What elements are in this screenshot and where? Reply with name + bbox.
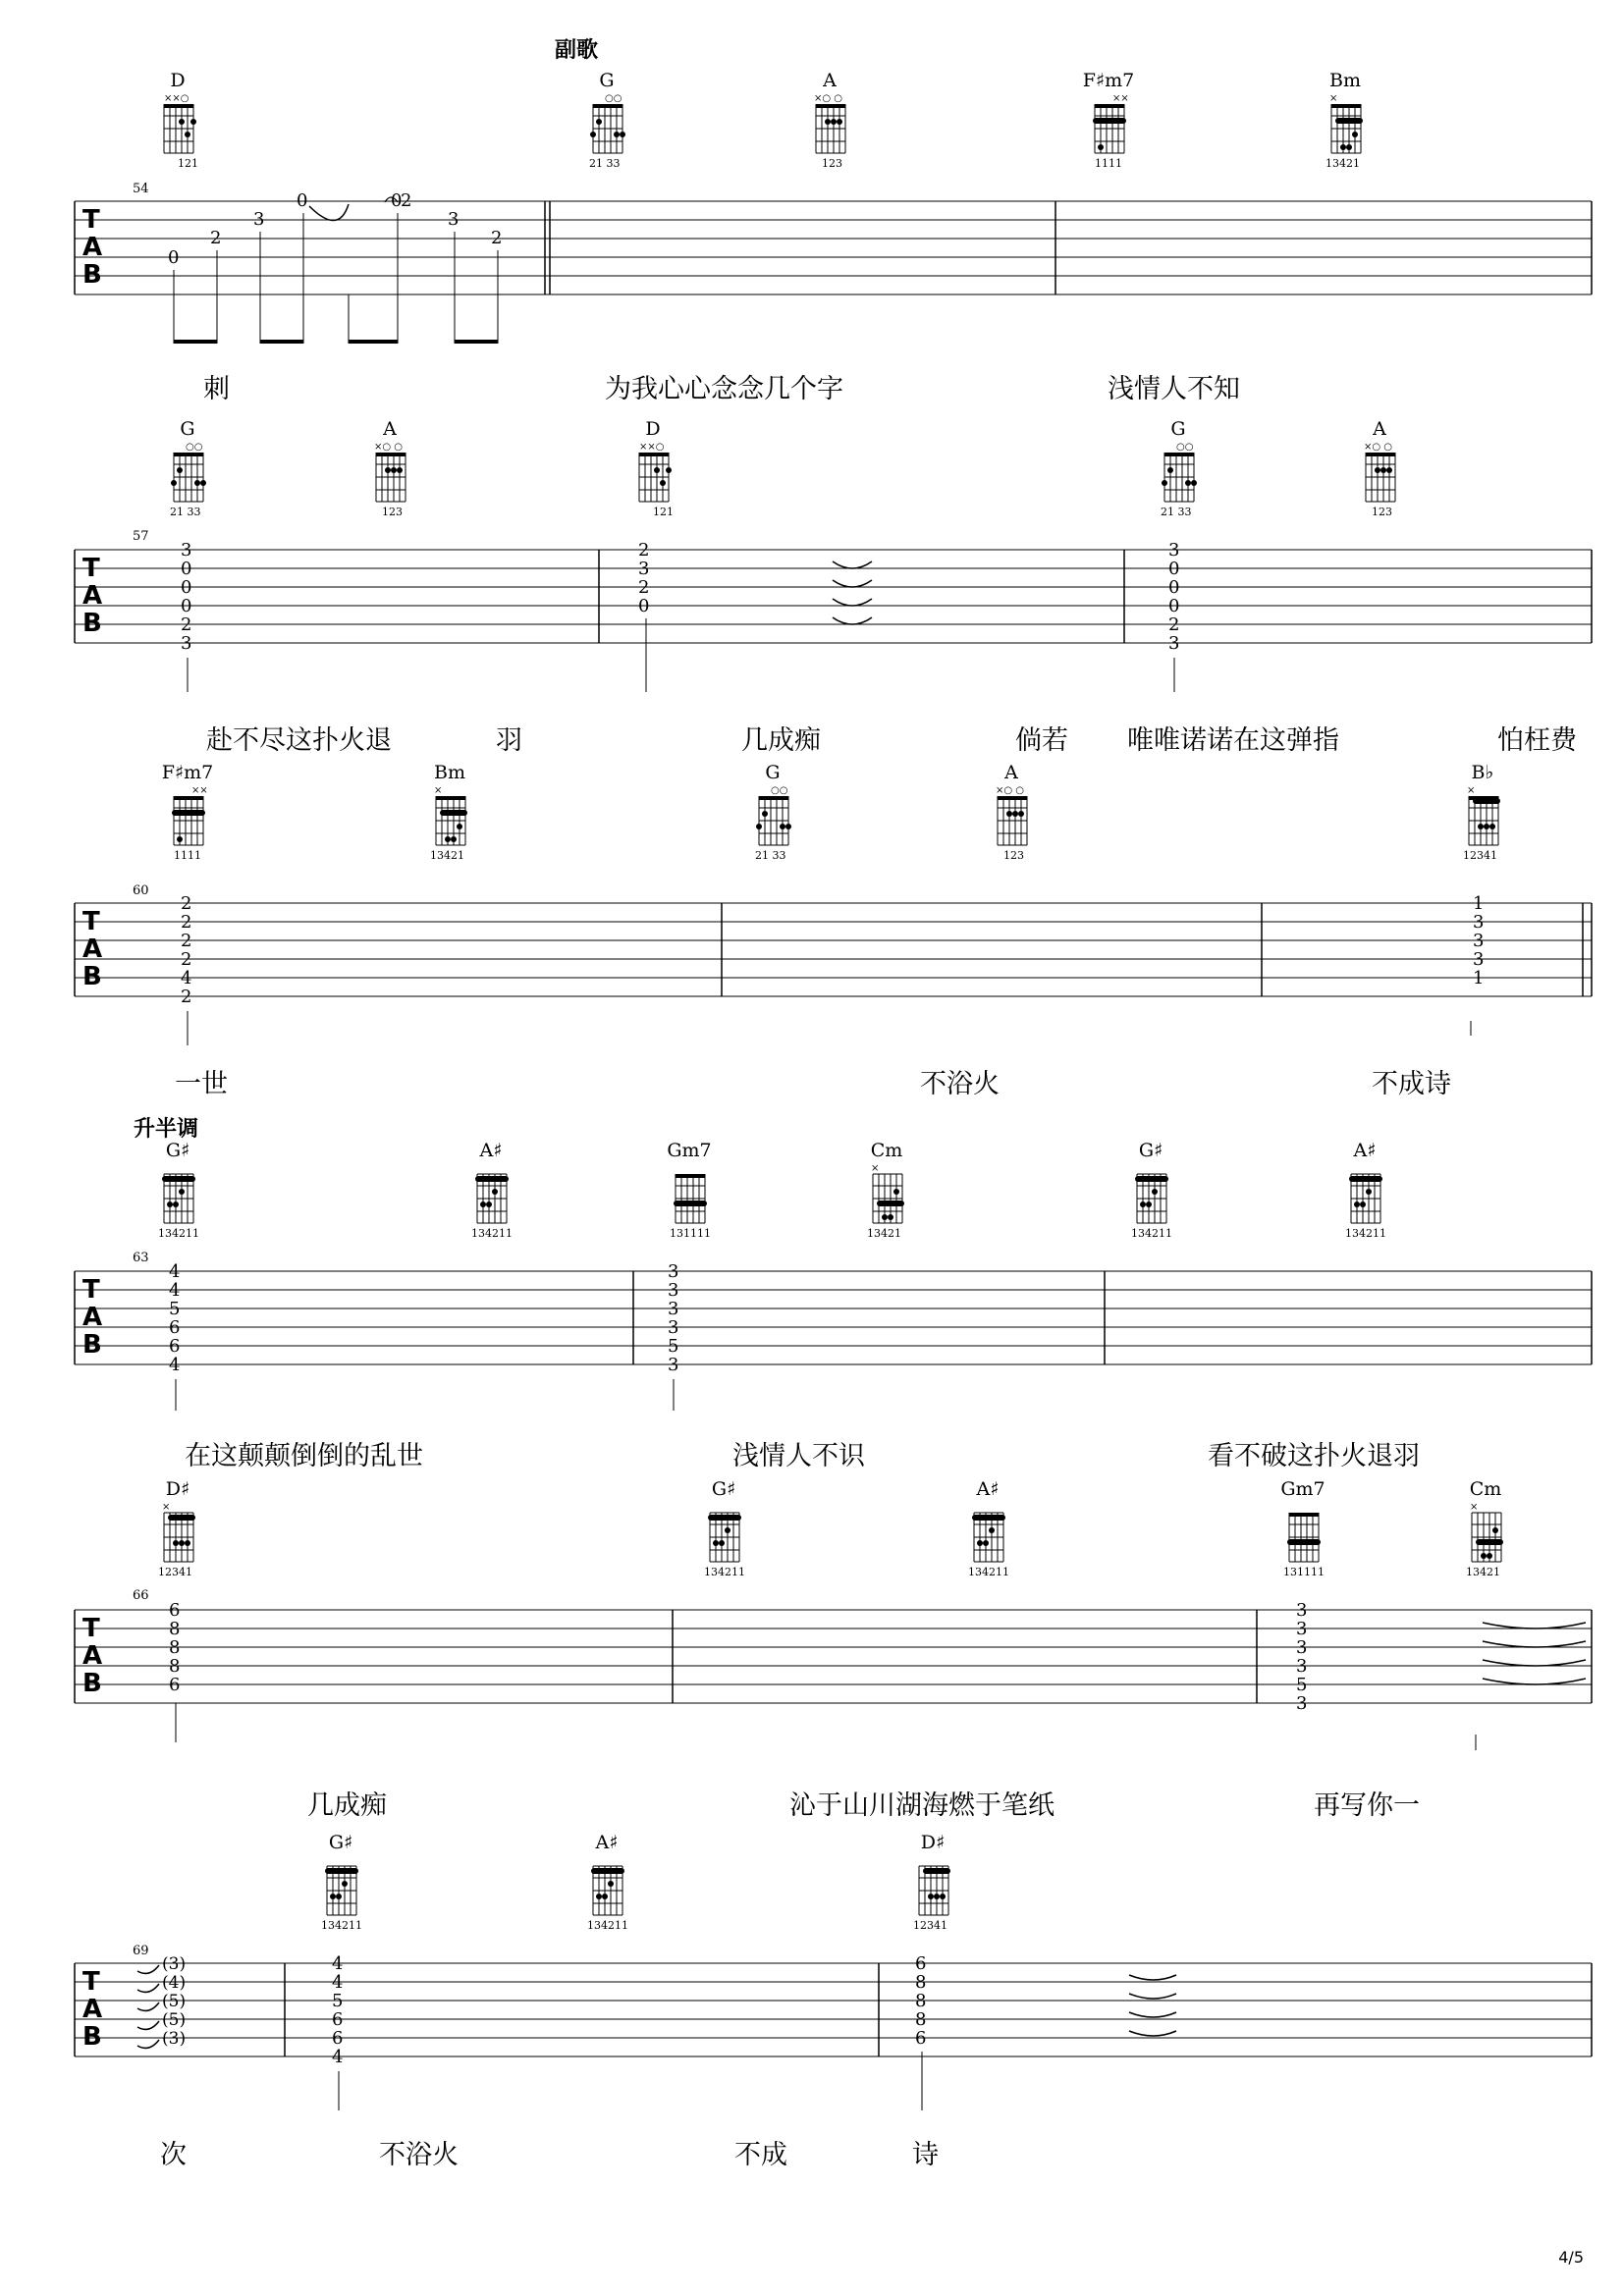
svg-text:6: 6 [332, 2009, 344, 2030]
svg-text:0: 0 [638, 596, 650, 616]
svg-text:T: T [82, 1275, 100, 1305]
measure-number: 66 [133, 1588, 149, 1603]
svg-text:6: 6 [332, 2028, 344, 2049]
svg-text:3: 3 [1296, 1637, 1308, 1658]
svg-text:4: 4 [332, 2047, 344, 2067]
lyric-line: 看不破这扑火退羽 [1208, 1441, 1420, 1471]
lyric-line: 怕枉费 [1497, 725, 1577, 756]
finger-numbers: 134211 [704, 1566, 745, 1578]
svg-text:A: A [82, 581, 103, 611]
svg-text:6: 6 [169, 1675, 181, 1695]
svg-text:B: B [82, 260, 102, 290]
svg-text:B: B [82, 609, 102, 638]
svg-text:T: T [82, 554, 100, 583]
svg-text:5: 5 [169, 1299, 181, 1319]
svg-text:8: 8 [915, 2009, 927, 2030]
chord-name: D [645, 418, 661, 440]
lyric-line: 浅情人不知 [1108, 374, 1240, 404]
svg-text:1: 1 [1473, 968, 1485, 988]
svg-text:A: A [82, 233, 103, 262]
svg-text:(3): (3) [162, 2029, 187, 2049]
finger-numbers: 121 [653, 506, 674, 518]
tab-system-5 [0, 1477, 1623, 1831]
chord-name: G♯ [165, 1140, 190, 1161]
svg-text:T: T [82, 1967, 100, 1997]
chord-name: G♯ [328, 1832, 353, 1853]
measure-number: 54 [133, 182, 149, 196]
finger-numbers: 1111 [1095, 157, 1122, 170]
finger-numbers: 21 33 [1161, 506, 1192, 518]
svg-text:A: A [82, 934, 103, 964]
svg-text:(4): (4) [162, 1973, 187, 1993]
svg-text:3: 3 [1473, 949, 1485, 970]
chord-name: D♯ [165, 1478, 190, 1500]
svg-text:3: 3 [668, 1355, 679, 1375]
chord-name: Gm7 [1280, 1478, 1325, 1500]
chord-name: G [765, 762, 781, 783]
string-markers: ×○ ○ [814, 93, 843, 104]
tab-staff [0, 1831, 1623, 2184]
chord-name: F♯m7 [161, 762, 214, 783]
string-markers: ○○ [771, 785, 788, 796]
svg-text:0: 0 [391, 190, 403, 211]
tab-staff [0, 412, 1623, 766]
string-markers: ×○ ○ [1364, 442, 1393, 453]
section-label-key-up: 升半调 [134, 1117, 199, 1142]
string-markers: × [1329, 93, 1338, 104]
svg-text:4: 4 [181, 968, 192, 988]
svg-text:6: 6 [915, 2028, 927, 2049]
svg-text:2: 2 [181, 931, 192, 951]
svg-text:3: 3 [668, 1317, 679, 1338]
tab-staff [0, 761, 1623, 1109]
svg-text:(5): (5) [162, 2010, 187, 2030]
chord-name: A♯ [1353, 1140, 1377, 1161]
svg-text:A: A [82, 1303, 103, 1332]
tab-system-1 [0, 0, 1623, 404]
finger-numbers: 12341 [1463, 849, 1497, 862]
finger-numbers: 131111 [1283, 1566, 1325, 1578]
finger-numbers: 134211 [158, 1227, 199, 1240]
svg-text:6: 6 [169, 1600, 181, 1621]
finger-numbers: 134211 [1131, 1227, 1172, 1240]
svg-text:3: 3 [253, 209, 265, 230]
finger-numbers: 123 [822, 157, 842, 170]
svg-text:3: 3 [668, 1261, 679, 1282]
string-markers: ×× [1112, 93, 1129, 104]
lyric-line: 倘若 [1015, 725, 1068, 756]
chord-name: A [823, 70, 837, 91]
lyric-line: 刺 [203, 374, 230, 404]
chord-name: A [383, 418, 397, 440]
chord-name: Bm [434, 762, 465, 783]
svg-text:2: 2 [638, 540, 650, 561]
svg-text:0: 0 [1168, 559, 1180, 579]
svg-text:B: B [82, 1669, 102, 1698]
svg-text:T: T [82, 907, 100, 936]
string-markers: × [162, 1502, 171, 1513]
lyric-line: 几成痴 [741, 725, 821, 756]
string-markers: ×○ ○ [374, 442, 404, 453]
finger-numbers: 123 [1003, 849, 1024, 862]
finger-numbers: 13421 [1466, 1566, 1500, 1578]
string-markers: ○○ [605, 93, 622, 104]
svg-text:3: 3 [638, 559, 650, 579]
finger-numbers: 21 33 [170, 506, 201, 518]
tab-system-6 [0, 1831, 1623, 2184]
svg-text:4: 4 [169, 1355, 181, 1375]
svg-text:5: 5 [1296, 1675, 1308, 1695]
string-markers: ○○ [186, 442, 203, 453]
tab-staff [0, 0, 1623, 383]
svg-text:(3): (3) [162, 1954, 187, 1974]
chord-name: B♭ [1471, 762, 1494, 783]
chord-name: A [1004, 762, 1018, 783]
finger-numbers: 13421 [430, 849, 464, 862]
svg-text:2: 2 [1168, 614, 1180, 635]
string-markers: × [1470, 1502, 1479, 1513]
svg-text:2: 2 [401, 190, 412, 211]
string-markers: × [434, 785, 443, 796]
svg-text:3: 3 [181, 540, 192, 561]
svg-text:2: 2 [181, 614, 192, 635]
svg-text:3: 3 [1168, 633, 1180, 654]
svg-text:3: 3 [1296, 1619, 1308, 1639]
svg-text:A: A [82, 1641, 103, 1671]
tab-system-3 [0, 761, 1623, 1109]
svg-text:3: 3 [668, 1280, 679, 1301]
lyric-line: 为我心心念念几个字 [605, 374, 843, 404]
svg-text:3: 3 [181, 633, 192, 654]
finger-numbers: 1111 [174, 849, 201, 862]
lyric-line: 不浴火 [920, 1069, 1000, 1099]
finger-numbers: 123 [382, 506, 403, 518]
svg-text:8: 8 [915, 1991, 927, 2011]
svg-text:3: 3 [448, 209, 460, 230]
svg-text:0: 0 [181, 577, 192, 598]
svg-text:2: 2 [181, 949, 192, 970]
tab-system-2 [0, 412, 1623, 766]
lyric-line: 诗 [912, 2140, 939, 2170]
chord-name: D♯ [920, 1832, 946, 1853]
chord-name: G [1170, 418, 1186, 440]
finger-numbers: 134211 [587, 1919, 628, 1932]
section-label-chorus: 副歌 [555, 38, 599, 63]
lyric-line: 浅情人不识 [732, 1441, 865, 1471]
string-markers: ××○ [164, 93, 189, 104]
chord-name: G♯ [1138, 1140, 1163, 1161]
svg-text:4: 4 [332, 1972, 344, 1993]
svg-text:2: 2 [491, 228, 503, 248]
lyric-line: 一世 [175, 1069, 228, 1099]
svg-text:4: 4 [169, 1280, 181, 1301]
svg-text:(5): (5) [162, 1992, 187, 2011]
chord-name: A♯ [479, 1140, 503, 1161]
svg-text:A: A [82, 1995, 103, 2024]
finger-numbers: 13421 [867, 1227, 901, 1240]
svg-text:3: 3 [1296, 1693, 1308, 1714]
svg-text:0: 0 [181, 559, 192, 579]
svg-text:B: B [82, 2022, 102, 2052]
string-markers: × [871, 1163, 880, 1174]
svg-text:0: 0 [181, 596, 192, 616]
tab-system-4 [0, 1104, 1623, 1477]
string-markers: ×○ ○ [996, 785, 1025, 796]
svg-text:3: 3 [1296, 1600, 1308, 1621]
chord-name: Bm [1329, 70, 1361, 91]
chord-name: F♯m7 [1082, 70, 1135, 91]
svg-text:2: 2 [181, 912, 192, 933]
svg-text:2: 2 [181, 987, 192, 1007]
string-markers: ×× [191, 785, 208, 796]
finger-numbers: 21 33 [755, 849, 786, 862]
svg-text:4: 4 [169, 1261, 181, 1282]
chord-name: G [599, 70, 615, 91]
svg-text:B: B [82, 1330, 102, 1360]
chord-name: D [170, 70, 186, 91]
string-markers: × [1467, 785, 1476, 796]
svg-text:4: 4 [332, 1953, 344, 1974]
finger-numbers: 21 33 [589, 157, 621, 170]
finger-numbers: 123 [1372, 506, 1392, 518]
measure-number: 60 [133, 883, 149, 898]
finger-numbers: 134211 [471, 1227, 513, 1240]
svg-text:5: 5 [332, 1991, 344, 2011]
svg-text:8: 8 [915, 1972, 927, 1993]
svg-text:5: 5 [668, 1336, 679, 1357]
string-markers: ××○ [639, 442, 665, 453]
svg-text:6: 6 [169, 1336, 181, 1357]
lyric-line: 沁于山川湖海燃于笔纸 [789, 1790, 1055, 1821]
svg-text:0: 0 [168, 247, 180, 268]
svg-text:3: 3 [1168, 540, 1180, 561]
svg-text:8: 8 [169, 1619, 181, 1639]
lyric-line: 唯唯诺诺在这弹指 [1127, 725, 1339, 756]
string-markers: ○○ [1176, 442, 1194, 453]
chord-name: Cm [1469, 1478, 1502, 1500]
lyric-line: 不浴火 [379, 2140, 459, 2170]
chord-name: G♯ [711, 1478, 736, 1500]
svg-text:3: 3 [1473, 912, 1485, 933]
lyric-line: 几成痴 [307, 1790, 387, 1821]
svg-text:3: 3 [668, 1299, 679, 1319]
svg-text:8: 8 [169, 1637, 181, 1658]
finger-numbers: 134211 [321, 1919, 362, 1932]
svg-text:T: T [82, 205, 100, 235]
chord-name: A♯ [976, 1478, 1000, 1500]
chord-name: Gm7 [667, 1140, 712, 1161]
finger-numbers: 134211 [1345, 1227, 1386, 1240]
lyric-line: 羽 [496, 725, 522, 756]
lyric-line: 在这颠颠倒倒的乱世 [185, 1441, 423, 1471]
svg-text:1: 1 [1473, 893, 1485, 914]
lyric-line: 再写你一 [1314, 1790, 1420, 1821]
measure-number: 69 [133, 1944, 149, 1958]
svg-text:0: 0 [297, 190, 308, 211]
finger-numbers: 12341 [158, 1566, 192, 1578]
chord-name: A♯ [595, 1832, 619, 1853]
lyric-line: 不成诗 [1372, 1069, 1451, 1099]
svg-text:2: 2 [181, 893, 192, 914]
svg-text:T: T [82, 1614, 100, 1643]
chord-name: Cm [870, 1140, 903, 1161]
chord-name: A [1373, 418, 1386, 440]
svg-text:6: 6 [915, 1953, 927, 1974]
svg-text:0: 0 [1168, 577, 1180, 598]
svg-text:6: 6 [169, 1317, 181, 1338]
finger-numbers: 131111 [670, 1227, 711, 1240]
tab-staff [0, 1104, 1623, 1477]
svg-text:2: 2 [638, 577, 650, 598]
chord-name: G [180, 418, 195, 440]
measure-number: 57 [133, 529, 149, 544]
svg-text:8: 8 [169, 1656, 181, 1677]
finger-numbers: 134211 [968, 1566, 1009, 1578]
svg-text:3: 3 [1296, 1656, 1308, 1677]
lyric-line: 赴不尽这扑火退 [206, 725, 392, 756]
lyric-line: 次 [160, 2140, 187, 2170]
finger-numbers: 13421 [1325, 157, 1360, 170]
finger-numbers: 121 [178, 157, 198, 170]
svg-text:2: 2 [210, 228, 222, 248]
svg-text:B: B [82, 962, 102, 991]
lyric-line: 不成 [734, 2140, 787, 2170]
svg-text:3: 3 [1473, 931, 1485, 951]
svg-text:0: 0 [1168, 596, 1180, 616]
page-number: 4/5 [1558, 2248, 1584, 2267]
finger-numbers: 12341 [913, 1919, 947, 1932]
tab-staff [0, 1477, 1623, 1831]
measure-number: 63 [133, 1251, 149, 1265]
